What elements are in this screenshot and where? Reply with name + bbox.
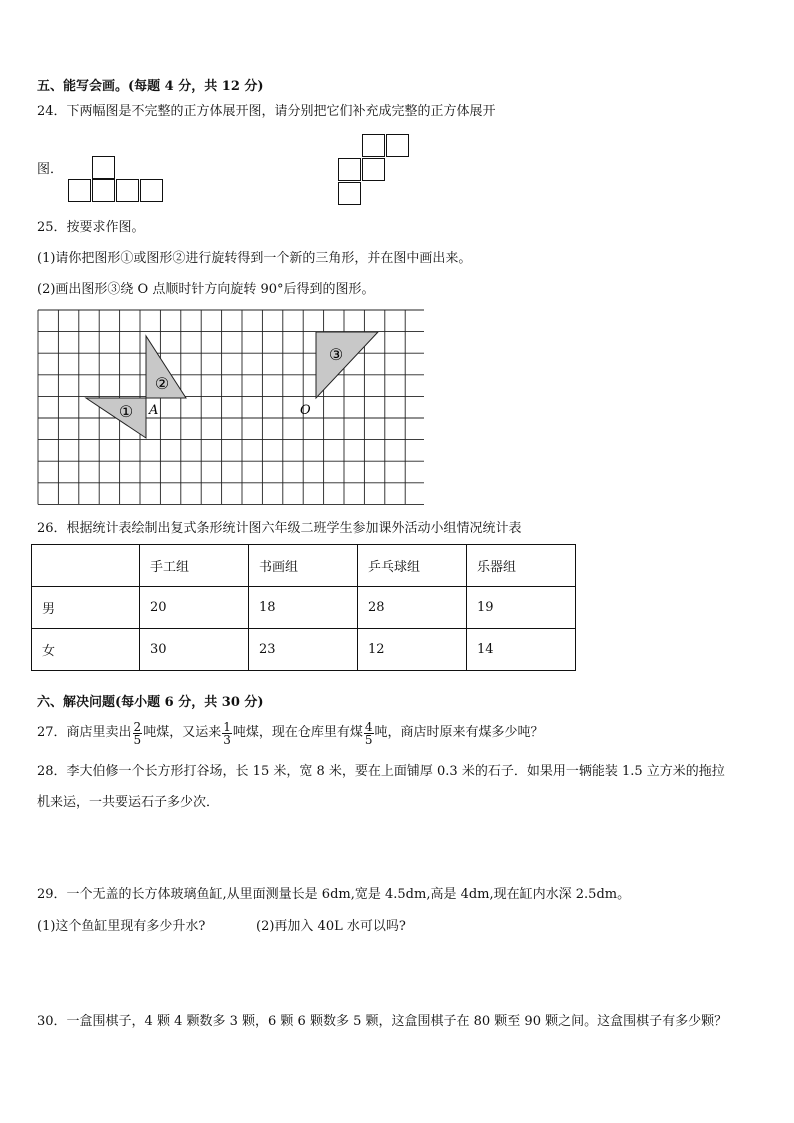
question-27-text bbox=[37, 717, 544, 749]
net-square bbox=[338, 182, 361, 205]
table-cell: 14 bbox=[467, 629, 576, 671]
question-30-text: 30．一盒围棋子，4 颗 4 颗数多 3 颗，6 颗 6 颗数多 5 颗，这盒围棋子在 80 颗至 90 颗之间。这盒围棋子有多少颗？ bbox=[37, 1014, 728, 1029]
table-cell: 30 bbox=[140, 629, 249, 671]
net-square bbox=[116, 179, 139, 202]
point-o-label: O bbox=[300, 403, 311, 418]
table-header-cell bbox=[32, 545, 140, 587]
table-header-cell: 手工组 bbox=[140, 545, 249, 587]
table-row bbox=[32, 587, 576, 629]
question-27-part-1: 27．商店里卖出 bbox=[37, 725, 132, 740]
fraction-denominator: 5 bbox=[364, 732, 373, 747]
table-header-row bbox=[32, 545, 576, 587]
fraction-denominator: 3 bbox=[223, 732, 231, 747]
question-25-sub-1: (1)请你把图形①或图形②进行旋转得到一个新的三角形，并在图中画出来。 bbox=[37, 251, 472, 266]
question-27-part-3: 吨煤，现在仓库里有煤 bbox=[232, 725, 363, 740]
triangle-3 bbox=[316, 332, 378, 398]
table-header-cell: 书画组 bbox=[249, 545, 358, 587]
fraction-numerator: 1 bbox=[223, 719, 231, 734]
question-25-sub-2: (2)画出图形③绕 O 点顺时针方向旋转 90°后得到的图形。 bbox=[37, 282, 375, 297]
triangle-3-label: ③ bbox=[328, 345, 344, 364]
question-29-line-1: 29．一个无盖的长方体玻璃鱼缸,从里面测量长是 6dm,宽是 4.5dm,高是 4dm,现在缸内水深 2.5dm。 bbox=[37, 887, 631, 902]
table-cell: 28 bbox=[358, 587, 467, 629]
triangle-1-label: ① bbox=[118, 402, 134, 421]
net-square bbox=[362, 134, 385, 157]
question-29-sub-2: (2)再加入 40L 水可以吗? bbox=[256, 919, 406, 934]
point-a-label: A bbox=[149, 403, 159, 418]
question-27-part-4: 吨，商店时原来有煤多少吨？ bbox=[374, 725, 544, 740]
fraction-denominator: 5 bbox=[133, 732, 142, 747]
triangle-2-label: ② bbox=[154, 374, 170, 393]
table-header-cell: 乒乓球组 bbox=[358, 545, 467, 587]
table-row bbox=[32, 629, 576, 671]
net-square bbox=[140, 179, 163, 202]
section-6-heading: 六、解决问题(每小题 6 分，共 30 分) bbox=[37, 695, 264, 710]
fraction-numerator: 4 bbox=[364, 719, 373, 734]
question-25-text: 25．按要求作图。 bbox=[37, 220, 145, 235]
question-24-text: 24．下两幅图是不完整的正方体展开图，请分别把它们补充成完整的正方体展开 bbox=[37, 104, 496, 119]
question-26-text: 26．根据统计表绘制出复式条形统计图六年级二班学生参加课外活动小组情况统计表 bbox=[37, 521, 522, 536]
question-28-line-2: 机来运，一共要运石子多少次． bbox=[37, 795, 220, 810]
rotation-grid-figure bbox=[36, 308, 424, 508]
net-square bbox=[92, 156, 115, 179]
table-cell: 女 bbox=[32, 629, 140, 671]
table-cell: 20 bbox=[140, 587, 249, 629]
table-cell: 18 bbox=[249, 587, 358, 629]
net-square bbox=[386, 134, 409, 157]
question-28-line-1: 28．李大伯修一个长方形打谷场，长 15 米，宽 8 米，要在上面铺厚 0.3 米的石子．如果用一辆能装 1.5 立方米的拖拉 bbox=[37, 764, 725, 779]
net-square bbox=[68, 179, 91, 202]
fraction-two-fifths bbox=[133, 721, 143, 746]
question-24-text-continued: 图． bbox=[37, 162, 64, 177]
fraction-one-third bbox=[222, 721, 232, 746]
net-square bbox=[92, 179, 115, 202]
section-5-heading: 五、能写会画。(每题 4 分，共 12 分) bbox=[37, 79, 264, 94]
activity-statistics-table bbox=[31, 544, 576, 671]
table-cell: 23 bbox=[249, 629, 358, 671]
table-cell: 12 bbox=[358, 629, 467, 671]
table-cell: 19 bbox=[467, 587, 576, 629]
net-square bbox=[338, 158, 361, 181]
fraction-four-fifths bbox=[364, 721, 374, 746]
net-square bbox=[362, 158, 385, 181]
question-29-sub-1: (1)这个鱼缸里现有多少升水? bbox=[37, 919, 206, 934]
table-cell: 男 bbox=[32, 587, 140, 629]
fraction-numerator: 2 bbox=[133, 719, 142, 734]
table-header-cell: 乐器组 bbox=[467, 545, 576, 587]
question-27-part-2: 吨煤，又运来 bbox=[143, 725, 222, 740]
